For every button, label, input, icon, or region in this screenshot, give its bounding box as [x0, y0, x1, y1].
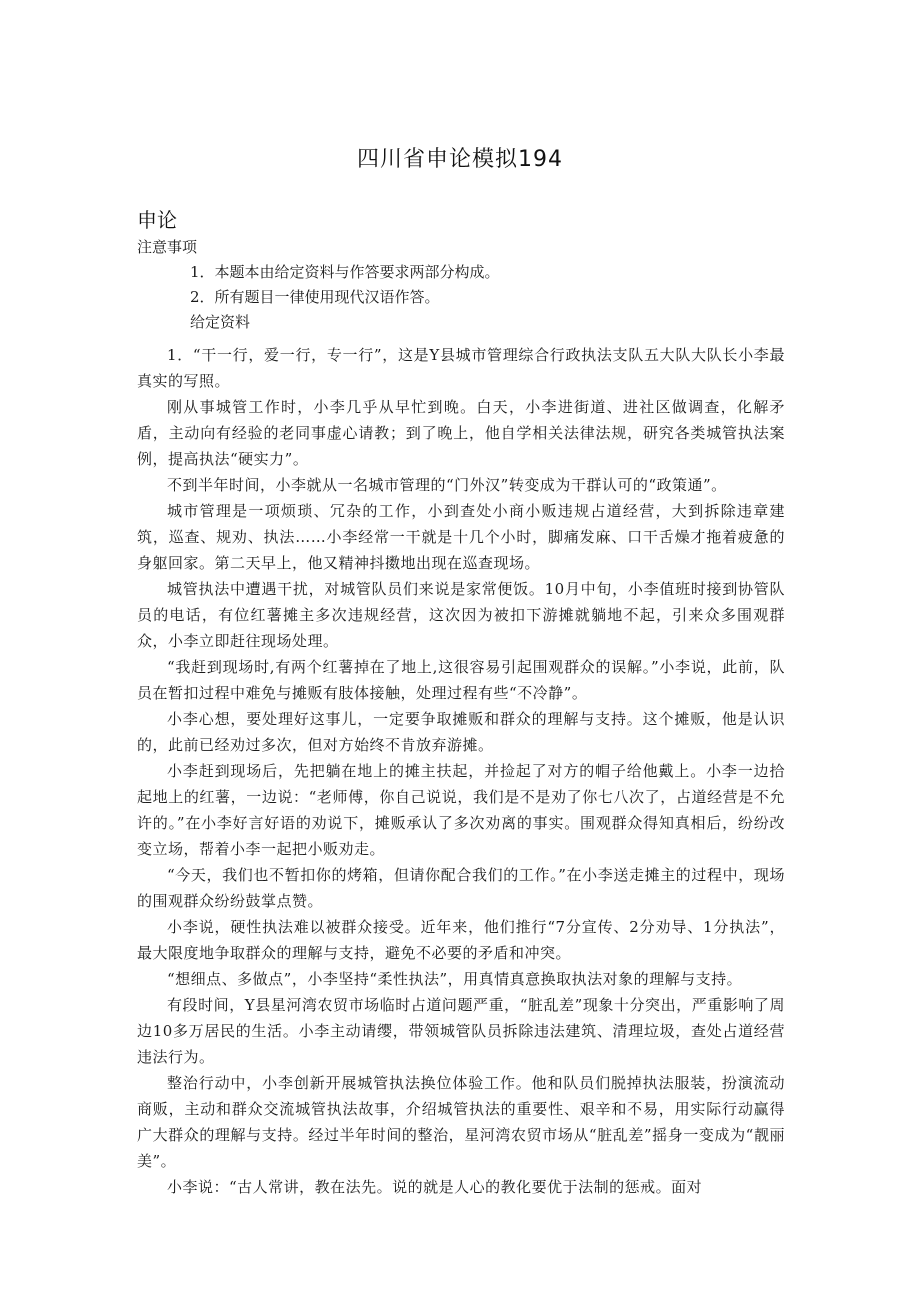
material-paragraph: “我赶到现场时,有两个红薯掉在了地上,这很容易引起围观群众的误解。”小李说，此前，队员在暂扣过程中难免与摊贩有肢体接触，处理过程有些“不冷静”。 — [137, 658, 785, 702]
material-paragraph: “今天，我们也不暂扣你的烤箱，但请你配合我们的工作。”在小李送走摊主的过程中，现场的围观群众纷纷鼓掌点赞。 — [137, 866, 785, 910]
material-paragraph: “想细点、多做点”，小李坚持“柔性执法”，用真情真意换取执法对象的理解与支持。 — [167, 970, 743, 988]
material-paragraph: 小李心想，要处理好这事儿，一定要争取摊贩和群众的理解与支持。这个摊贩，他是认识的，此前已经劝过多次，但对方始终不肯放弃游摊。 — [137, 710, 785, 754]
notice-heading: 注意事项 — [137, 238, 198, 256]
notice-item: 2．所有题目一律使用现代汉语作答。 — [190, 288, 440, 306]
material-paragraph: 小李赶到现场后，先把躺在地上的摊主扶起，并捡起了对方的帽子给他戴上。小李一边拾起地上的红薯，一边说：“老师傅，你自己说说，我们是不是劝了你七八次了，占道经营是不允许的。”在小李好言好语的劝说下，摊贩承认了多次劝离的事实。围观群众得知真相后，纷纷改变立场，帮着小李一起把小贩劝走。 — [137, 762, 785, 858]
material-paragraph: 城市管理是一项烦琐、冗杂的工作，小到查处小商小贩违规占道经营，大到拆除违章建筑，巡查、规劝、执法……小李经常一干就是十几个小时，脚痛发麻、口干舌燥才拖着疲惫的身躯回家。第二天早上，他又精神抖擞地出现在巡查现场。 — [137, 502, 785, 572]
material-paragraph: 刚从事城管工作时，小李几乎从早忙到晚。白天，小李进街道、进社区做调查，化解矛盾，主动向有经验的老同事虚心请教；到了晚上，他自学相关法律法规，研究各类城管执法案例，提高执法“硬实力”。 — [137, 398, 785, 468]
material-body — [137, 342, 785, 1200]
material-heading: 给定资料 — [190, 313, 251, 331]
material-paragraph: 小李说：“古人常讲，教在法先。说的就是人心的教化要优于法制的惩戒。面对 — [167, 1178, 703, 1196]
section-heading: 申论 — [137, 208, 177, 232]
material-paragraph: 不到半年时间，小李就从一名城市管理的“门外汉”转变成为干群认可的“政策通”。 — [167, 476, 727, 494]
notice-item: 1．本题本由给定资料与作答要求两部分构成。 — [190, 263, 500, 281]
material-paragraph: 1．“干一行，爱一行，专一行”，这是Y县城市管理综合行政执法支队五大队大队长小李最真实的写照。 — [137, 346, 785, 390]
material-paragraph: 有段时间，Y县星河湾农贸市场临时占道问题严重，“脏乱差”现象十分突出，严重影响了周边10多万居民的生活。小李主动请缨，带领城管队员拆除违法建筑、清理垃圾，查处占道经营违法行为。 — [137, 996, 785, 1066]
document-title: 四川省申论模拟194 — [357, 147, 563, 172]
material-paragraph: 城管执法中遭遇干扰，对城管队员们来说是家常便饭。10月中旬，小李值班时接到协管队员的电话，有位红薯摊主多次违规经营，这次因为被扣下游摊就躺地不起，引来众多围观群众，小李立即赶往现场处理。 — [137, 580, 785, 650]
material-paragraph: 整治行动中，小李创新开展城管执法换位体验工作。他和队员们脱掉执法服装，扮演流动商贩，主动和群众交流城管执法故事，介绍城管执法的重要性、艰辛和不易，用实际行动赢得广大群众的理解与支持。经过半年时间的整治，星河湾农贸市场从“脏乱差”摇身一变成为“靓丽美”。 — [137, 1074, 785, 1170]
material-paragraph: 小李说，硬性执法难以被群众接受。近年来，他们推行“7分宣传、2分劝导、1分执法”，最大限度地争取群众的理解与支持，避免不必要的矛盾和冲突。 — [137, 918, 785, 962]
